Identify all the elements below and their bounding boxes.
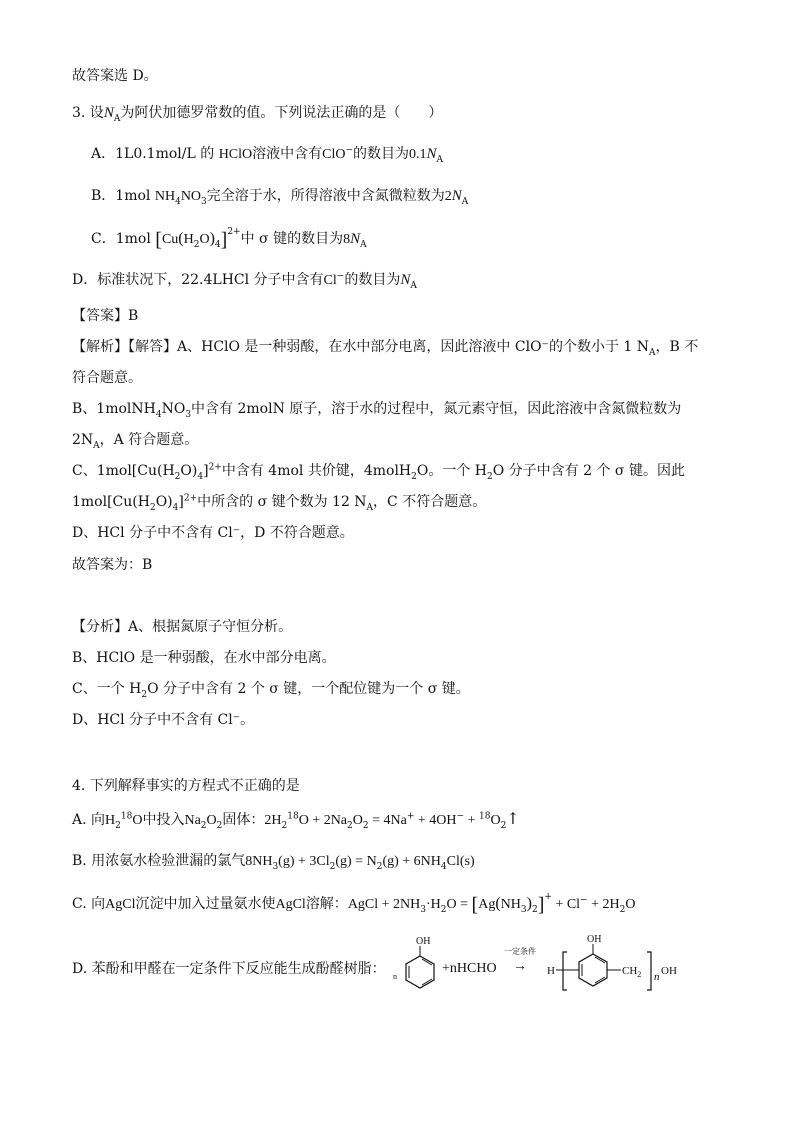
q3-c-val: 8 bbox=[343, 232, 351, 247]
q4-d-condition: 一定条件 bbox=[504, 947, 536, 956]
q4-c-mid: 沉淀中加入过量氨水使 bbox=[135, 896, 276, 912]
q4-c-eq2-sub: 2 bbox=[440, 904, 447, 915]
q3-c-lbracket: [ bbox=[155, 229, 162, 251]
q3-b-na-sub: A bbox=[461, 196, 469, 207]
q4-c-lbracket: [ bbox=[471, 894, 479, 916]
q4-stem: 4. 下列解释事实的方程式不正确的是 bbox=[72, 778, 300, 794]
q4-c-nh-sub: 3 bbox=[520, 904, 527, 915]
q4-a-eq1-sup: 18 bbox=[287, 811, 299, 822]
analysis-line-7: D、HCl 分子中不含有 Cl⁻，D 不符合题意。 bbox=[72, 525, 354, 541]
q4-a-eq6-sup: 18 bbox=[478, 811, 491, 822]
q4-a-na-sub: 2 bbox=[200, 820, 207, 831]
q4-c-lparen: ( bbox=[495, 895, 501, 912]
q4-a-pre: A. 向 bbox=[72, 812, 106, 828]
q3-c-na-sub: A bbox=[360, 239, 367, 250]
analysis-l1: 【解析】【解答】A、HClO 是一种弱酸，在水中部分电离，因此溶液中 ClO⁻的个数小于 1 N bbox=[72, 339, 649, 355]
q3-b-pre: B．1mol bbox=[91, 188, 151, 204]
analysis-l6-sub1: 2 bbox=[149, 502, 156, 513]
q4-b-eq2-sub: 2 bbox=[329, 861, 336, 872]
analysis-line-8: 故答案为：B bbox=[72, 557, 153, 573]
q4-a-mid: 中投入 bbox=[142, 812, 185, 828]
q3-a-ion-sup: − bbox=[345, 145, 354, 156]
q4-a-eq5-sup: − bbox=[456, 811, 465, 822]
benzene-ring-icon bbox=[579, 954, 607, 986]
q3-c-na: N bbox=[350, 231, 361, 247]
q3-b-formula-sub: 4 bbox=[175, 196, 181, 207]
phenol-n-label: n bbox=[393, 972, 397, 981]
fenxi-line-4: D、HCl 分子中不含有 Cl⁻。 bbox=[72, 712, 255, 728]
q4-c-eq1-sub: 3 bbox=[420, 904, 427, 915]
q4-b-eq5: Cl(s) bbox=[446, 854, 475, 869]
q3-a-val: 0.1 bbox=[409, 147, 427, 162]
q3-c-h-sub: 2 bbox=[193, 239, 200, 250]
resin-ch-text: CH bbox=[622, 965, 638, 977]
q4-d-reagent bbox=[442, 958, 497, 979]
analysis-l6-post: 中所含的 σ 键个数为 12 N bbox=[197, 494, 367, 510]
analysis-l3-sub2: 3 bbox=[185, 409, 192, 420]
q4-a-eq7-sub: 2 bbox=[500, 820, 507, 831]
q3-d-ion-sup: − bbox=[336, 271, 345, 282]
resin-h-label: H bbox=[547, 965, 555, 977]
fenxi-l3-sub: 2 bbox=[141, 689, 148, 700]
q4-a-eq2: O + 2Na bbox=[298, 813, 348, 828]
q4-b-eq3-sub: 2 bbox=[376, 861, 383, 872]
q4-c-eq3: O = bbox=[446, 897, 472, 912]
analysis-l3-pre: B、1molNH bbox=[72, 401, 156, 417]
q4-c-eq5-sub: 2 bbox=[619, 904, 626, 915]
q4-a-eq1-sub: 2 bbox=[281, 820, 288, 831]
analysis-l5-sub1: 2 bbox=[174, 471, 181, 482]
analysis-l4-sub: A bbox=[93, 440, 100, 451]
fenxi-l3-post: O 分子中含有 2 个 σ 键，一个配位键为一个 σ 键。 bbox=[147, 681, 470, 697]
q4-c-ag: Ag bbox=[478, 897, 496, 912]
analysis-l5-post1: 中含有 4mol 共价键，4molH bbox=[221, 463, 412, 479]
q4-b-pre: B. 用浓氨水检验泄漏的氯气 bbox=[72, 853, 246, 869]
q3-option-d bbox=[72, 270, 417, 291]
q4-b-eq1: 8NH bbox=[245, 854, 273, 869]
q3-stem-post: 为阿伏加德罗常数的值。下列说法正确的是（ ） bbox=[120, 105, 443, 121]
q4-c-eq6: O bbox=[625, 897, 636, 912]
analysis-l6-close: ] bbox=[178, 494, 184, 510]
analysis-l5-sub3: 2 bbox=[411, 471, 417, 482]
q4-a-eq1: 2H bbox=[264, 813, 282, 828]
analysis-l5-sub4: 2 bbox=[487, 471, 493, 482]
left-bracket-icon bbox=[563, 952, 567, 990]
benzene-ring-icon bbox=[406, 956, 434, 988]
q4-b-eq4: (g) + 6NH bbox=[382, 854, 441, 869]
prev-answer: 故答案选 D。 bbox=[72, 68, 158, 84]
q3-c-cu: Cu bbox=[161, 232, 179, 247]
q3-a-mid: 溶液中含有 bbox=[252, 146, 323, 162]
q4-c-rbracket: ] bbox=[537, 894, 545, 916]
analysis-line-1 bbox=[72, 337, 698, 357]
analysis-l6-pre: 1mol[Cu(H bbox=[72, 494, 150, 510]
analysis-l5-pre: C、1mol[Cu(H bbox=[72, 463, 175, 479]
q3-na: N bbox=[103, 105, 114, 121]
q4-a-eq5: + 4OH bbox=[414, 813, 457, 828]
q4-c-mid2: 溶解： bbox=[305, 896, 348, 912]
answer-line bbox=[72, 306, 138, 326]
q3-d-pre: D．标准状况下，22.4LHCl 分子中含有 bbox=[72, 272, 324, 288]
analysis-l6-sub3: A bbox=[366, 502, 374, 513]
fenxi-line-2: B、HClO 是一种弱酸，在水中部分电离。 bbox=[72, 650, 336, 666]
q4-c-two: 2 bbox=[531, 904, 538, 915]
q3-c-rparen: ) bbox=[209, 230, 215, 247]
analysis-l5-sup: 2+ bbox=[208, 462, 222, 473]
q4-d-plus: +nHCHO bbox=[442, 961, 497, 976]
analysis-l3-sub1: 4 bbox=[155, 409, 162, 420]
q4-a-18: 18 bbox=[120, 811, 133, 822]
analysis-line-6 bbox=[72, 492, 486, 512]
phenol-oh-label: OH bbox=[416, 936, 431, 947]
q4-c-agcl2: AgCl bbox=[275, 897, 306, 912]
q3-a-formula: HClO bbox=[218, 147, 253, 162]
q3-d-na-sub: A bbox=[410, 280, 417, 291]
q3-c-o: O bbox=[199, 232, 210, 247]
q3-c-rbracket: ] bbox=[220, 229, 228, 251]
q4-option-b bbox=[72, 851, 475, 872]
analysis-l6-end: ，C 不符合题意。 bbox=[373, 494, 487, 510]
resin-ch2-label bbox=[622, 965, 641, 979]
q3-c-four: 4 bbox=[214, 239, 221, 250]
resin-ch2-sub: 2 bbox=[637, 970, 642, 979]
analysis-line-4 bbox=[72, 430, 198, 450]
q3-stem-pre: 3. 设 bbox=[72, 105, 104, 121]
q3-a-na: N bbox=[426, 146, 437, 162]
q4-a-h-sub: 2 bbox=[115, 820, 121, 831]
q3-na-sub: A bbox=[113, 113, 121, 124]
right-bracket-icon bbox=[647, 952, 651, 990]
analysis-l6-mid: O) bbox=[155, 494, 173, 510]
analysis-line-3 bbox=[72, 399, 681, 419]
q3-c-lparen: ( bbox=[178, 230, 184, 247]
analysis-l5-sub2: 4 bbox=[197, 471, 204, 482]
fenxi-l3-pre: C、一个 H bbox=[72, 681, 142, 697]
fenxi-line-3 bbox=[72, 679, 470, 699]
answer-value: B bbox=[128, 308, 139, 324]
q3-a-ion: ClO bbox=[322, 147, 346, 162]
q4-c-eq2: ·H bbox=[426, 897, 441, 912]
q4-a-na-o: O bbox=[206, 813, 217, 828]
analysis-l6-sub2: 4 bbox=[172, 502, 179, 513]
q3-c-pre: C．1mol bbox=[91, 231, 151, 247]
q3-option-a bbox=[91, 144, 443, 165]
analysis-l5-post3: O 分子中含有 2 个 σ 键。因此 bbox=[492, 463, 685, 479]
q4-c-nh: NH bbox=[500, 897, 521, 912]
q4-a-eq3: O bbox=[352, 813, 363, 828]
q4-b-eq4-sub: 4 bbox=[440, 861, 447, 872]
q3-a-na-sub: A bbox=[436, 154, 444, 165]
q3-d-ion: Cl bbox=[323, 273, 337, 288]
resin-n-label: n bbox=[654, 971, 660, 983]
q4-option-a bbox=[72, 809, 520, 831]
analysis-l5-close: ] bbox=[203, 463, 209, 479]
q3-b-mid: 完全溶于水，所得溶液中含氮微粒数为 bbox=[206, 188, 445, 204]
right-arrow-icon: → bbox=[513, 959, 527, 974]
q3-b-formula2: NO bbox=[180, 189, 202, 204]
phenolic-resin-structure bbox=[543, 928, 693, 998]
q3-b-na: N bbox=[451, 188, 462, 204]
q4-a-eq4-sup: + bbox=[406, 811, 415, 822]
up-arrow-icon: ↑ bbox=[506, 809, 520, 828]
q3-option-c bbox=[91, 229, 367, 250]
q4-c-rparen: ) bbox=[526, 895, 532, 912]
q3-d-mid: 的数目为 bbox=[344, 272, 401, 288]
q4-a-eq7: O bbox=[490, 813, 501, 828]
q4-option-c bbox=[72, 894, 635, 915]
analysis-l6-sup: 2+ bbox=[183, 493, 198, 504]
analysis-l1-end: ，B 不 bbox=[655, 339, 699, 355]
q3-b-val: 2 bbox=[444, 189, 452, 204]
q4-c-eq1: AgCl + 2NH bbox=[347, 897, 421, 912]
analysis-l5-post2: O。一个 H bbox=[416, 463, 488, 479]
resin-end-oh-label: OH bbox=[661, 965, 677, 977]
q3-c-charge: 2+ bbox=[227, 227, 241, 237]
analysis-line-5 bbox=[72, 461, 685, 481]
analysis-l4-post: ，A 符合题意。 bbox=[99, 432, 199, 448]
q4-b-eq3: (g) = N bbox=[335, 854, 377, 869]
analysis-line-2: 符合题意。 bbox=[72, 370, 142, 386]
q4-c-plus: + bbox=[544, 892, 552, 902]
q3-option-b bbox=[91, 186, 468, 207]
fenxi-line-1: 【分析】A、根据氮原子守恒分析。 bbox=[72, 619, 293, 635]
q4-c-eq4-sup: − bbox=[580, 895, 588, 906]
q4-a-mid2: 固体： bbox=[222, 812, 265, 828]
q4-a-eq4: = 4Na bbox=[368, 813, 407, 828]
q3-b-formula2-sub: 3 bbox=[201, 196, 207, 207]
q4-c-pre: C. 向 bbox=[72, 896, 106, 912]
analysis-l5-mid: O) bbox=[180, 463, 198, 479]
phenol-structure bbox=[388, 932, 440, 994]
answer-label: 【答案】 bbox=[72, 308, 128, 324]
q4-b-eq1-sub: 3 bbox=[272, 861, 279, 872]
q4-a-eq3-sub: 2 bbox=[362, 820, 369, 831]
q4-a-h: H bbox=[105, 813, 116, 828]
q4-a-o: O bbox=[132, 813, 143, 828]
q3-a-pre: A．1L0.1mol/L 的 bbox=[91, 146, 215, 162]
q4-c-eq5: + 2H bbox=[587, 897, 620, 912]
q3-b-formula: NH bbox=[154, 189, 176, 204]
q4-a-na: Na bbox=[184, 813, 201, 828]
analysis-l4-pre: 2N bbox=[72, 432, 94, 448]
analysis-l3-mid: NO bbox=[161, 401, 186, 417]
q4-option-d: D. 苯酚和甲醛在一定条件下反应能生成酚醛树脂： bbox=[72, 961, 386, 977]
q3-d-na: N bbox=[400, 272, 411, 288]
resin-oh-label: OH bbox=[587, 934, 602, 945]
q4-a-na-o-sub: 2 bbox=[216, 820, 223, 831]
q4-a-eq2-sub: 2 bbox=[347, 820, 353, 831]
q3-c-mid: 中 σ 键的数目为 bbox=[240, 231, 344, 247]
analysis-l3-post: 中含有 2molN 原子，溶于水的过程中，氮元素守恒，因此溶液中含氮微粒数为 bbox=[191, 401, 682, 417]
q3-a-mid2: 的数目为 bbox=[353, 146, 410, 162]
analysis-l1-sub: A bbox=[649, 347, 656, 358]
q4-d-arrow bbox=[503, 947, 537, 977]
q4-c-eq4: + Cl bbox=[551, 897, 581, 912]
q3-c-h: H bbox=[183, 232, 194, 247]
q4-c-agcl: AgCl bbox=[105, 897, 136, 912]
q3-stem bbox=[72, 103, 442, 123]
q4-a-eq6: + bbox=[464, 813, 479, 828]
q4-b-eq2: (g) + 3Cl bbox=[278, 854, 330, 869]
